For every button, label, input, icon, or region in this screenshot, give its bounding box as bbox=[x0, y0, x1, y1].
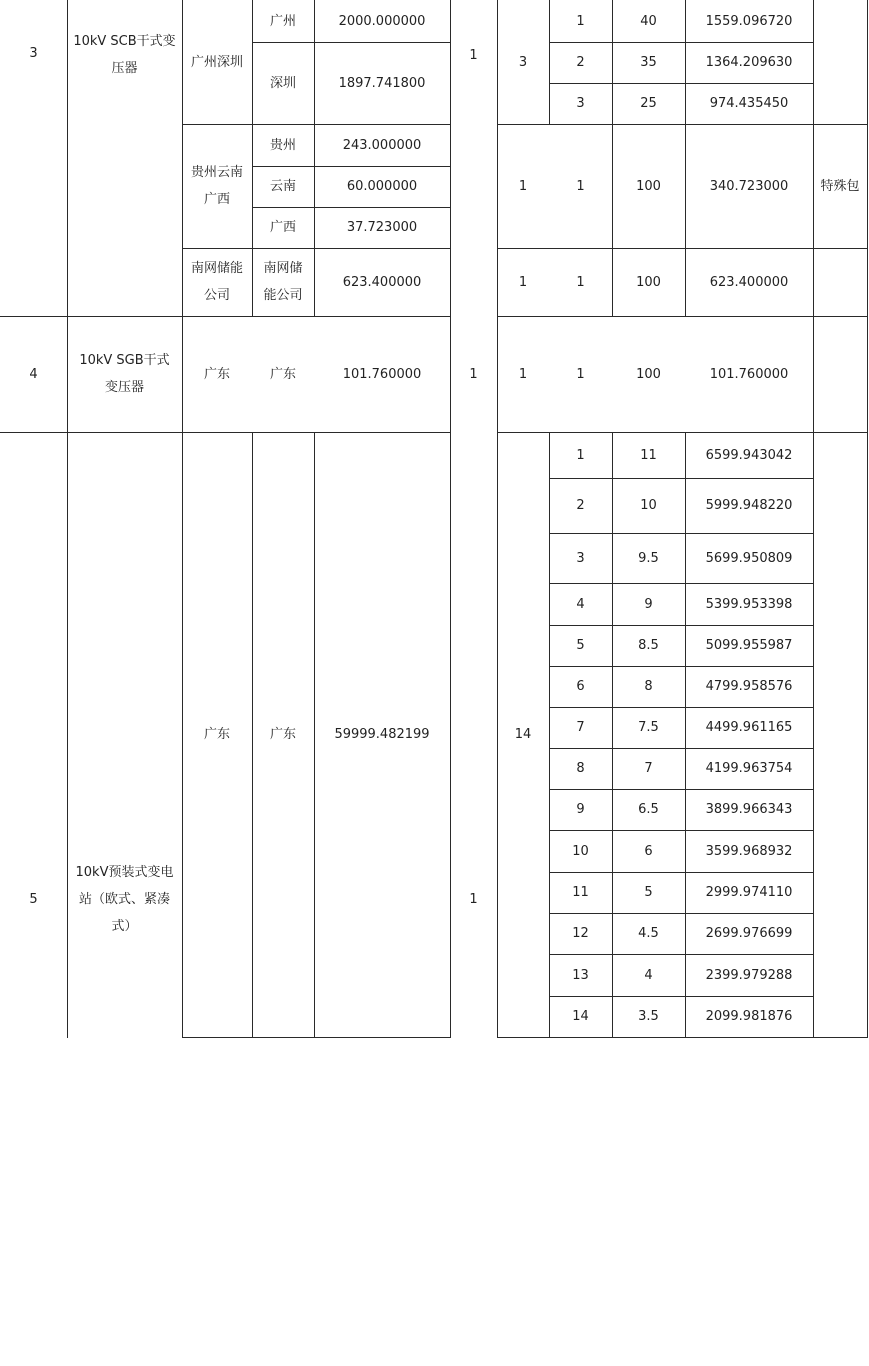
row-number: 3 bbox=[29, 46, 38, 61]
sub-region-amount: 37.723000 bbox=[346, 220, 418, 235]
package-number: 1 bbox=[576, 13, 585, 29]
package-number: 12 bbox=[572, 926, 589, 941]
share-percent: 7 bbox=[644, 761, 653, 776]
share-percent: 100 bbox=[636, 274, 661, 290]
package-amount: 5999.948220 bbox=[705, 498, 793, 513]
region-name: 广东 bbox=[203, 366, 230, 382]
share-percent: 4 bbox=[644, 967, 653, 983]
package-number: 1 bbox=[576, 366, 585, 382]
sub-region-name: 云南 bbox=[269, 179, 296, 194]
package-amount: 340.723000 bbox=[709, 178, 789, 194]
remark: 特殊包 bbox=[820, 178, 860, 194]
package-number: 1 bbox=[576, 274, 585, 290]
package-number: 11 bbox=[572, 885, 589, 900]
region-name: 广东 bbox=[203, 727, 230, 742]
package-amount: 3899.966343 bbox=[705, 802, 793, 817]
package-count: 1 bbox=[518, 274, 528, 290]
sub-region-amount: 2000.000000 bbox=[338, 13, 426, 29]
package-amount: 2099.981876 bbox=[705, 1009, 793, 1024]
sub-region-amount: 243.000000 bbox=[342, 137, 422, 153]
package-number: 4 bbox=[576, 596, 585, 612]
sub-region-amount: 623.400000 bbox=[342, 274, 422, 290]
package-amount: 1364.209630 bbox=[705, 55, 793, 70]
share-percent: 10 bbox=[640, 498, 657, 513]
share-percent: 11 bbox=[640, 447, 657, 463]
region-name: 广州深圳 bbox=[190, 54, 243, 70]
share-percent: 5 bbox=[644, 885, 653, 900]
package-number: 1 bbox=[576, 178, 585, 194]
package-count: 1 bbox=[518, 366, 528, 382]
share-percent: 35 bbox=[640, 55, 657, 70]
share-percent: 6 bbox=[644, 843, 653, 859]
share-percent: 100 bbox=[636, 366, 661, 382]
sub-region-amount: 101.760000 bbox=[342, 366, 422, 382]
package-number: 2 bbox=[576, 498, 585, 513]
package-amount: 3599.968932 bbox=[705, 843, 793, 859]
sub-region-amount: 1897.741800 bbox=[338, 75, 426, 91]
sub-region-name: 广州 bbox=[269, 13, 296, 29]
package-amount: 4499.961165 bbox=[705, 720, 793, 735]
sub-region-name: 广西 bbox=[269, 220, 296, 235]
package-number: 3 bbox=[576, 550, 585, 566]
package-amount: 974.435450 bbox=[709, 96, 789, 111]
package-amount: 101.760000 bbox=[709, 366, 789, 382]
package-number: 6 bbox=[576, 679, 585, 694]
package-amount: 4199.963754 bbox=[705, 761, 793, 776]
package-amount: 5699.950809 bbox=[705, 550, 793, 566]
package-number: 9 bbox=[576, 802, 585, 817]
sub-region-name: 广东 bbox=[269, 366, 296, 382]
package-amount: 623.400000 bbox=[709, 274, 789, 290]
package-count: 1 bbox=[518, 178, 528, 194]
share-percent: 4.5 bbox=[638, 926, 659, 941]
share-percent: 100 bbox=[636, 178, 661, 194]
sub-region-amount: 60.000000 bbox=[346, 179, 418, 194]
package-number: 2 bbox=[576, 55, 585, 70]
package-amount: 2399.979288 bbox=[705, 967, 793, 983]
package-count: 3 bbox=[518, 54, 528, 70]
sub-region-name: 深圳 bbox=[269, 75, 296, 91]
package-amount: 1559.096720 bbox=[705, 13, 793, 29]
package-number: 3 bbox=[576, 96, 585, 111]
share-percent: 3.5 bbox=[638, 1009, 659, 1024]
region-name: 贵州云南 广西 bbox=[190, 165, 243, 207]
share-percent: 8 bbox=[644, 679, 653, 694]
share-percent: 8.5 bbox=[638, 638, 659, 653]
package-amount: 2699.976699 bbox=[705, 926, 793, 941]
package-number: 10 bbox=[572, 843, 589, 859]
package-count: 14 bbox=[514, 727, 532, 742]
region-name: 南网储能 公司 bbox=[190, 261, 243, 303]
sub-region-name: 南网储 能公司 bbox=[263, 261, 303, 303]
share-percent: 6.5 bbox=[638, 802, 659, 817]
sub-region-name: 贵州 bbox=[269, 137, 296, 153]
row-number: 4 bbox=[29, 366, 38, 382]
bid-count: 1 bbox=[469, 366, 478, 382]
row-number: 5 bbox=[29, 891, 38, 907]
package-number: 7 bbox=[576, 720, 585, 735]
package-amount: 6599.943042 bbox=[705, 447, 793, 463]
item-name: 10kV预装式变电 站（欧式、紧凑 式） bbox=[75, 864, 174, 934]
item-name: 10kV SCB干式变 压器 bbox=[73, 34, 176, 76]
share-percent: 25 bbox=[640, 96, 657, 111]
package-number: 1 bbox=[576, 447, 585, 463]
package-number: 8 bbox=[576, 761, 585, 776]
share-percent: 9 bbox=[644, 596, 653, 612]
share-percent: 9.5 bbox=[638, 550, 659, 566]
item-name: 10kV SGB干式 变压器 bbox=[79, 353, 170, 395]
sub-region-name: 广东 bbox=[269, 727, 296, 742]
bid-count: 1 bbox=[469, 47, 478, 63]
sub-region-amount: 59999.482199 bbox=[334, 727, 430, 742]
package-amount: 5099.955987 bbox=[705, 638, 793, 653]
share-percent: 40 bbox=[640, 13, 657, 29]
package-number: 14 bbox=[572, 1009, 589, 1024]
bid-count: 1 bbox=[469, 891, 478, 907]
package-number: 5 bbox=[576, 638, 585, 653]
package-amount: 2999.974110 bbox=[705, 885, 793, 900]
package-amount: 5399.953398 bbox=[705, 596, 793, 612]
grid-line bbox=[867, 0, 868, 1038]
package-number: 13 bbox=[572, 967, 589, 983]
share-percent: 7.5 bbox=[638, 720, 659, 735]
package-amount: 4799.958576 bbox=[705, 679, 793, 694]
